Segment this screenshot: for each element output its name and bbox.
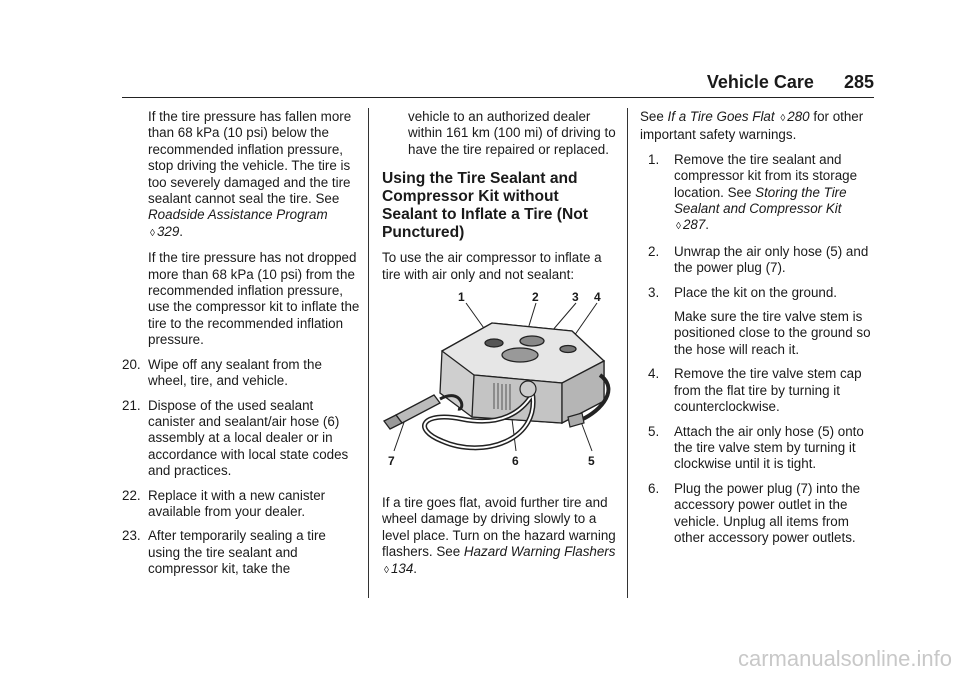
watermark: carmanualsonline.info (737, 646, 952, 671)
list-item: 22. Replace it with a new canister available from your dealer. (122, 487, 326, 519)
intro-paragraph: To use the air compressor to inflate a tire with air only and not sealant: (382, 250, 602, 282)
page-ref-icon: ◊ (384, 564, 389, 576)
page-ref-134[interactable]: 134 (390, 560, 414, 576)
callout-2: 2 (532, 290, 539, 305)
compressor-kit-figure (382, 291, 616, 481)
callout-5: 5 (588, 454, 595, 469)
list-item: 20. Wipe off any sealant from the wheel, tire, and vehicle. (122, 356, 322, 389)
column-1 (122, 109, 360, 586)
callout-6: 6 (512, 454, 519, 469)
compressor-illustration (382, 291, 616, 481)
pressure-ok-paragraph: If the tire pressure has not dropped more than 68 kPa (10 psi) from the recommended inflation pressure, use the compressor kit to inflate the tire to the recommended inflation pressure. (148, 250, 360, 348)
page-ref-287[interactable]: 287 (682, 217, 706, 233)
flat-tire-paragraph: If a tire goes flat, avoid further tire and wheel damage by driving slowly to a level place. Turn on the hazard warning flashers. See Hazard Warning Flashers ◊ 134. (382, 495, 616, 576)
storing-kit-link[interactable]: Storing the Tire Sealant and Compressor Kit (674, 184, 847, 217)
page-ref-280[interactable]: 280 (787, 109, 810, 124)
column-divider-2 (627, 108, 628, 598)
page-ref-icon: ◊ (150, 227, 155, 239)
step-item: 1. Remove the tire sealant and compressor kit from its storage location. See Storing the Tire Sealant and Compressor Kit ◊ 287. (648, 151, 858, 233)
step-item: 2. Unwrap the air only hose (5) and the power plug (7). (648, 243, 869, 276)
callout-4: 4 (594, 290, 601, 305)
roadside-assistance-link[interactable]: Roadside Assistance Program (148, 207, 328, 223)
column-2 (382, 109, 616, 587)
page-header (707, 72, 874, 92)
see-also-paragraph: See If a Tire Goes Flat ◊ 280 for other important safety warnings. (640, 109, 864, 143)
tire-goes-flat-link[interactable]: If a Tire Goes Flat (667, 109, 775, 124)
callout-3: 3 (572, 290, 579, 305)
page-ref-icon: ◊ (676, 221, 681, 233)
callout-7: 7 (388, 454, 395, 469)
page-ref-icon: ◊ (780, 113, 786, 124)
page-number: 285 (843, 72, 874, 92)
pressure-warning-paragraph: If the tire pressure has fallen more than 68 kPa (10 psi) below the recommended inflation pressure, stop driving the vehicle. The tire is too severely damaged and the tire sealant cannot seal the tire. See Roadside Assistance Program ◊ 329. (148, 109, 352, 239)
step-item: 3. Place the kit on the ground. (648, 284, 838, 300)
list-item: 21. Dispose of the used sealant canister and sealant/air hose (6) assembly at a local dealer or in accordance with local state codes and practices. (122, 397, 349, 479)
column-3 (640, 109, 876, 554)
step-item: 4. Remove the tire valve stem cap from the flat tire by turning it counterclockwise. (648, 366, 862, 415)
section-title: Vehicle Care (706, 72, 814, 92)
column-divider-1 (368, 108, 369, 598)
step-note: Make sure the tire valve stem is positioned close to the ground so the hose will reach it. (674, 309, 871, 357)
header-rule (122, 97, 874, 98)
section-heading: Using the Tire Sealant and Compressor Kit without Sealant to Inflate a Tire (Not Punctured) (382, 170, 588, 242)
hazard-flashers-link[interactable]: Hazard Warning Flashers (463, 544, 616, 560)
continuation-paragraph: vehicle to an authorized dealer within 161 km (100 mi) of driving to have the tire repaired or replaced. (408, 109, 616, 157)
page-ref-329[interactable]: 329 (156, 223, 180, 239)
list-item: 23. After temporarily sealing a tire using the tire sealant and compressor kit, take the (122, 528, 326, 577)
callout-1: 1 (458, 290, 465, 305)
step-item: 6. Plug the power plug (7) into the accessory power outlet in the vehicle. Unplug all items from other accessory power outlets. (648, 480, 861, 545)
step-item: 5. Attach the air only hose (5) onto the tire valve stem by turning it clockwise until it is tight. (648, 423, 864, 472)
